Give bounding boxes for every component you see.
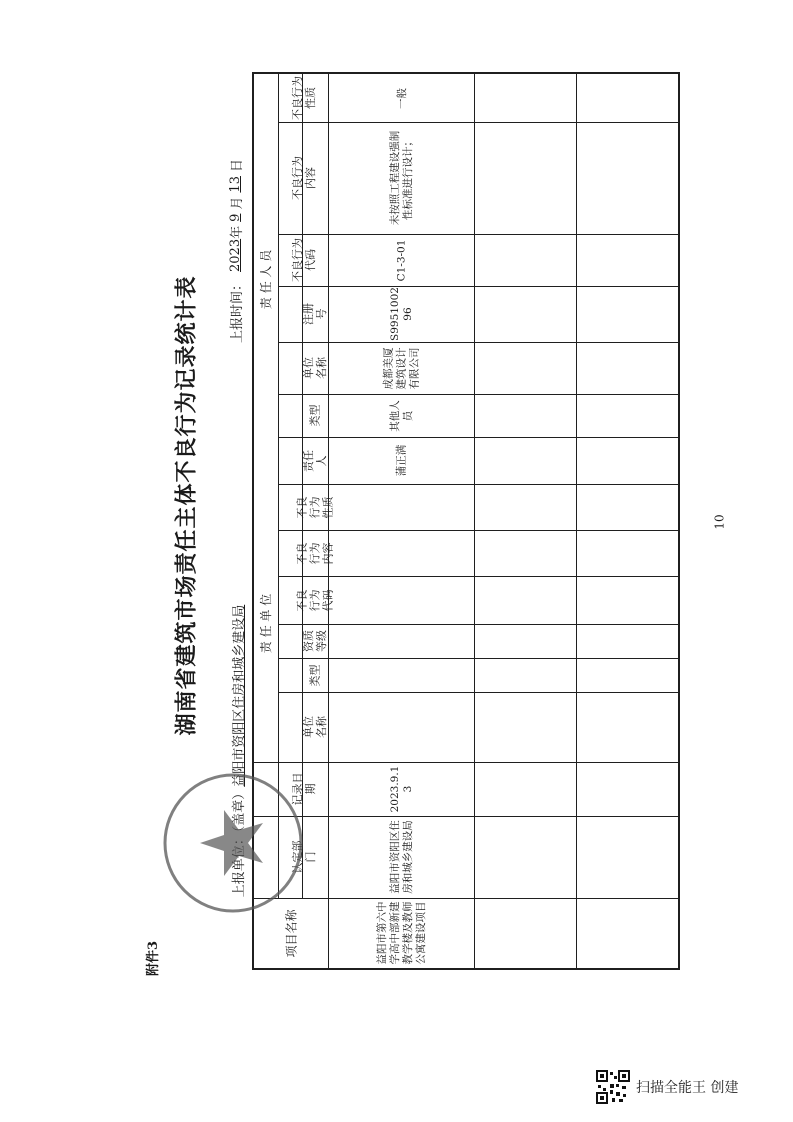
row-recognition-dept: 益阳市资阳区住房和城乡建设局 bbox=[389, 820, 414, 894]
responsible-person-group: 责 任 人 员 bbox=[259, 249, 274, 309]
header-person-content: 不良行为内容 bbox=[291, 156, 317, 200]
row-person-regno: S995100296 bbox=[389, 287, 414, 341]
row-project-name: 益阳市第六中学高中部新建教学楼及教师公寓建设项目 bbox=[376, 901, 427, 965]
header-record-date: 记录日期 bbox=[291, 772, 317, 806]
responsible-unit-group: 责 任 单 位 bbox=[259, 593, 274, 653]
header-person-nature: 不良行为性质 bbox=[291, 76, 317, 120]
qr-code-icon bbox=[596, 1070, 630, 1104]
report-unit-value: 益阳市资阳区住房和城乡建设局 bbox=[231, 604, 247, 787]
row-person-unit: 成都美厦建筑设计有限公司 bbox=[382, 347, 421, 389]
header-project-name: 项目名称 bbox=[284, 908, 299, 958]
header-recognition-dept: 认定部门 bbox=[291, 840, 317, 874]
header-unit-name: 单位名称 bbox=[302, 716, 328, 738]
official-seal bbox=[158, 768, 308, 918]
month-suffix: 月 bbox=[229, 196, 245, 210]
header-unit-content: 不良行为内容 bbox=[295, 542, 335, 564]
day-suffix: 日 bbox=[229, 159, 245, 173]
record-table bbox=[252, 72, 680, 970]
row-person-content: 未按照工程建设强制性标准进行设计； bbox=[389, 130, 414, 226]
page-title: 湖南省建筑市场责任主体不良行为记录统计表 bbox=[173, 274, 200, 736]
row-person-name: 蒲正满 bbox=[395, 444, 408, 477]
header-person-regno: 注册号 bbox=[302, 303, 328, 325]
row-person-code: C1-3-01 bbox=[395, 239, 408, 281]
header-person-name: 责任人 bbox=[302, 449, 328, 472]
header-person-code: 不良行为代码 bbox=[291, 238, 317, 282]
year-suffix: 年 bbox=[229, 225, 245, 239]
header-person-type: 类型 bbox=[308, 404, 322, 427]
report-time-label: 上报时间： bbox=[229, 277, 245, 343]
header-unit-nature: 不良行为性质 bbox=[295, 496, 335, 518]
report-year: 2023 bbox=[227, 238, 243, 272]
header-unit-type: 类型 bbox=[308, 664, 322, 686]
report-time bbox=[224, 146, 246, 356]
header-person-unit: 单位名称 bbox=[302, 357, 328, 379]
header-unit-qualification: 资质等级 bbox=[302, 630, 328, 652]
row-record-date: 2023.9.13 bbox=[389, 765, 414, 813]
header-unit-code: 不良行为代码 bbox=[295, 589, 335, 611]
scanner-credit: 扫描全能王 创建 bbox=[636, 1080, 739, 1096]
page-number: 10 bbox=[713, 514, 727, 530]
annex-label: 附件3 bbox=[146, 940, 162, 976]
report-month: 9 bbox=[227, 213, 243, 222]
row-person-nature: 一般 bbox=[395, 87, 408, 109]
row-person-type: 其他人员 bbox=[389, 399, 414, 432]
report-day: 13 bbox=[227, 176, 243, 193]
